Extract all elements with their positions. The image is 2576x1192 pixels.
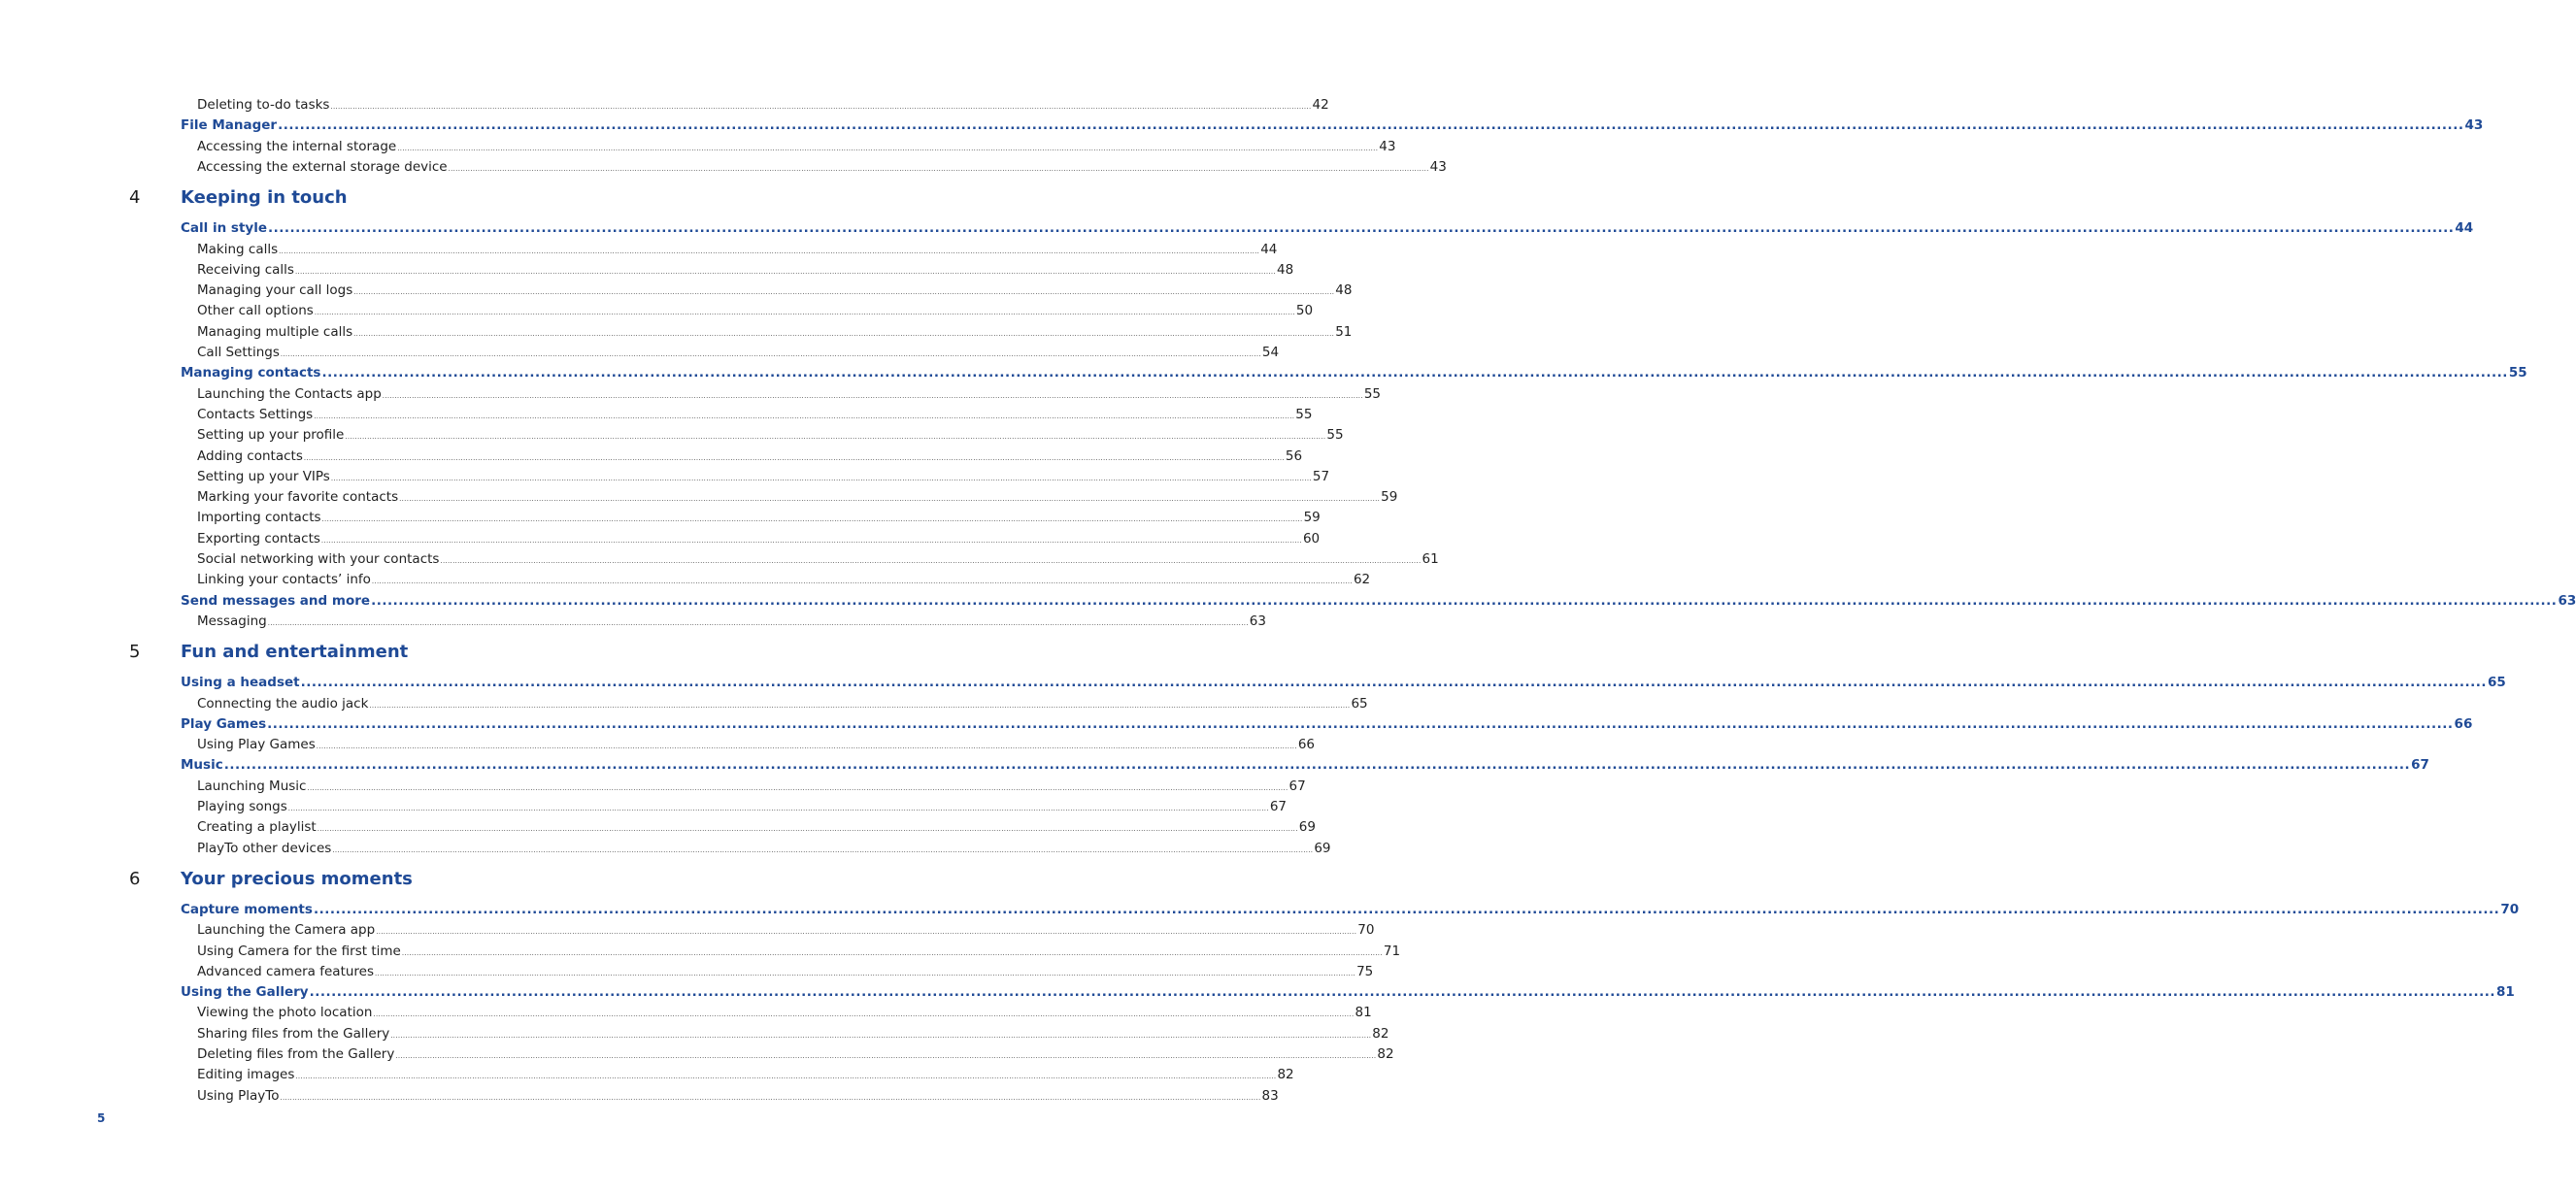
entry-title: Creating a playlist [197, 819, 317, 836]
entry-page-number: 43 [1379, 138, 1396, 154]
toc-section-entry[interactable] [181, 220, 2474, 237]
entry-title: Connecting the audio jack [197, 695, 369, 712]
entry-page-number: 69 [1298, 819, 1316, 836]
dot-leader: ................................................................................................................................................................................................................................................................................................................................................................................................................ [267, 220, 2455, 237]
entry-title: Marking your favorite contacts [197, 489, 399, 506]
entry-title: Exporting contacts [197, 530, 320, 546]
entry-title: Launching the Contacts app [197, 385, 382, 402]
entry-title: Social networking with your contacts [197, 551, 440, 567]
toc-subsection-entry[interactable] [197, 282, 1353, 299]
entry-title: Music [181, 757, 223, 774]
entry-page-number: 50 [1295, 303, 1314, 319]
dot-leader: ................................................................................................................................................................................................................................................................................................................................................................................................................ [330, 474, 1312, 482]
entry-page-number: 54 [1261, 345, 1280, 360]
entry-page-number: 75 [1356, 963, 1374, 979]
entry-page-number: 63 [2558, 592, 2576, 609]
entry-title: Setting up your profile [197, 427, 345, 444]
entry-title: Launching Music [197, 778, 307, 794]
toc-subsection-entry[interactable] [197, 943, 1401, 959]
dot-leader: ................................................................................................................................................................................................................................................................................................................................................................................................................ [279, 247, 1260, 255]
entry-title: Contacts Settings [197, 406, 314, 422]
dot-leader: ................................................................................................................................................................................................................................................................................................................................................................................................................ [401, 948, 1383, 957]
entry-title: Adding contacts [197, 447, 303, 464]
entry-page-number: 66 [1297, 737, 1315, 753]
entry-page-number: 59 [1303, 510, 1321, 526]
entry-title: Accessing the external storage device [197, 158, 448, 175]
dot-leader: ................................................................................................................................................................................................................................................................................................................................................................................................................ [373, 1010, 1355, 1019]
entry-title: Using the Gallery [181, 984, 309, 1001]
entry-page-number: 67 [1269, 799, 1288, 814]
entry-page-number: 67 [1288, 778, 1306, 794]
entry-page-number: 82 [1277, 1067, 1294, 1083]
entry-title: Making calls [197, 241, 279, 257]
entry-title: Call Settings [197, 345, 280, 360]
toc-section-entry[interactable] [181, 592, 2576, 609]
entry-page-number: 65 [2487, 675, 2506, 691]
entry-page-number: 82 [1372, 1025, 1389, 1042]
entry-title: Capture moments [181, 901, 313, 917]
toc-subsection-entry[interactable] [197, 799, 1288, 814]
dot-leader: ................................................................................................................................................................................................................................................................................................................................................................................................................ [287, 805, 1269, 812]
entry-title: Send messages and more [181, 592, 371, 609]
dot-leader: ................................................................................................................................................................................................................................................................................................................................................................................................................ [353, 329, 1335, 338]
entry-page-number: 81 [2495, 984, 2515, 1001]
dot-leader: ................................................................................................................................................................................................................................................................................................................................................................................................................ [345, 433, 1326, 442]
entry-page-number: 42 [1312, 97, 1329, 113]
chapter-number: 5 [129, 642, 141, 663]
entry-page-number: 51 [1335, 323, 1353, 340]
toc-subsection-entry[interactable] [197, 406, 1313, 422]
toc-subsection-entry[interactable] [197, 468, 1330, 484]
entry-page-number: 48 [1277, 261, 1294, 278]
toc-subsection-entry[interactable] [197, 922, 1375, 939]
toc-subsection-entry[interactable] [197, 695, 1368, 712]
page-number: 5 [97, 1111, 106, 1125]
entry-page-number: 48 [1335, 282, 1353, 299]
entry-title: Setting up your VIPs [197, 468, 330, 484]
entry-title: Messaging [197, 613, 267, 629]
entry-page-number: 69 [1314, 840, 1331, 856]
entry-title: Receiving calls [197, 261, 294, 278]
dot-leader: ................................................................................................................................................................................................................................................................................................................................................................................................................ [330, 103, 1312, 111]
dot-leader: ................................................................................................................................................................................................................................................................................................................................................................................................................ [294, 267, 1276, 276]
entry-page-number: 56 [1285, 447, 1303, 464]
toc-subsection-entry[interactable] [197, 427, 1344, 444]
entry-title: Play Games [181, 715, 267, 732]
entry-page-number: 61 [1422, 551, 1439, 567]
toc-subsection-entry[interactable] [197, 840, 1331, 856]
dot-leader: ................................................................................................................................................................................................................................................................................................................................................................................................................ [369, 701, 1351, 710]
chapter-title: Keeping in touch [181, 187, 348, 209]
dot-leader: ................................................................................................................................................................................................................................................................................................................................................................................................................ [353, 288, 1335, 297]
entry-title: Editing images [197, 1067, 295, 1083]
toc-subsection-entry[interactable] [197, 447, 1303, 464]
entry-page-number: 63 [1249, 613, 1266, 629]
entry-title: File Manager [181, 117, 278, 134]
entry-title: Deleting to-do tasks [197, 97, 330, 113]
dot-leader: ................................................................................................................................................................................................................................................................................................................................................................................................................ [307, 783, 1288, 792]
dot-leader: ................................................................................................................................................................................................................................................................................................................................................................................................................ [390, 1031, 1372, 1040]
dot-leader: ................................................................................................................................................................................................................................................................................................................................................................................................................ [397, 144, 1379, 152]
toc-subsection-entry[interactable] [197, 385, 1381, 402]
toc-subsection-entry[interactable] [197, 778, 1306, 794]
dot-leader: ................................................................................................................................................................................................................................................................................................................................................................................................................ [321, 515, 1303, 524]
dot-leader: ................................................................................................................................................................................................................................................................................................................................................................................................................ [395, 1052, 1377, 1060]
entry-title: PlayTo other devices [197, 840, 332, 856]
entry-page-number: 66 [2454, 715, 2473, 732]
toc-subsection-entry[interactable] [197, 1067, 1294, 1083]
toc-subsection-entry[interactable] [197, 1087, 1279, 1104]
entry-page-number: 44 [1260, 241, 1278, 257]
entry-page-number: 43 [1429, 158, 1447, 175]
dot-leader: ................................................................................................................................................................................................................................................................................................................................................................................................................ [313, 901, 2500, 917]
entry-title: Managing your call logs [197, 282, 353, 299]
dot-leader: ................................................................................................................................................................................................................................................................................................................................................................................................................ [316, 743, 1297, 751]
toc-section-entry[interactable] [181, 984, 2515, 1001]
dot-leader: ................................................................................................................................................................................................................................................................................................................................................................................................................ [321, 365, 2508, 381]
entry-title: Linking your contacts’ info [197, 572, 371, 588]
dot-leader: ................................................................................................................................................................................................................................................................................................................................................................................................................ [399, 495, 1381, 504]
toc-section-entry[interactable] [181, 117, 2484, 134]
dot-leader: ................................................................................................................................................................................................................................................................................................................................................................................................................ [314, 309, 1295, 317]
toc-subsection-entry[interactable] [197, 323, 1353, 340]
toc-subsection-entry[interactable] [197, 345, 1280, 360]
entry-title: Playing songs [197, 799, 287, 814]
dot-leader: ................................................................................................................................................................................................................................................................................................................................................................................................................ [267, 715, 2454, 732]
toc-subsection-entry[interactable] [197, 737, 1315, 753]
entry-page-number: 55 [1363, 385, 1381, 402]
entry-title: Other call options [197, 303, 314, 319]
entry-title: Accessing the internal storage [197, 138, 397, 154]
chapter-title: Your precious moments [181, 868, 413, 889]
toc-subsection-entry[interactable] [197, 158, 1447, 175]
dot-leader: ................................................................................................................................................................................................................................................................................................................................................................................................................ [300, 675, 2487, 691]
entry-page-number: 82 [1377, 1046, 1394, 1062]
entry-page-number: 70 [2500, 901, 2520, 917]
entry-title: Deleting files from the Gallery [197, 1046, 395, 1062]
entry-title: Managing contacts [181, 365, 321, 381]
dot-leader: ................................................................................................................................................................................................................................................................................................................................................................................................................ [448, 164, 1429, 173]
toc-section-entry[interactable] [181, 675, 2506, 691]
entry-title: Using Play Games [197, 737, 316, 753]
chapter-number: 6 [129, 868, 141, 889]
dot-leader: ................................................................................................................................................................................................................................................................................................................................................................................................................ [295, 1073, 1277, 1081]
toc-subsection-entry[interactable] [197, 1005, 1372, 1021]
entry-page-number: 70 [1357, 922, 1375, 939]
dot-leader: ................................................................................................................................................................................................................................................................................................................................................................................................................ [382, 391, 1363, 400]
entry-page-number: 60 [1302, 530, 1321, 546]
entry-page-number: 57 [1312, 468, 1330, 484]
entry-page-number: 83 [1261, 1087, 1279, 1104]
dot-leader: ................................................................................................................................................................................................................................................................................................................................................................................................................ [371, 592, 2558, 609]
dot-leader: ................................................................................................................................................................................................................................................................................................................................................................................................................ [320, 536, 1302, 545]
dot-leader: ................................................................................................................................................................................................................................................................................................................................................................................................................ [280, 1093, 1261, 1102]
dot-leader: ................................................................................................................................................................................................................................................................................................................................................................................................................ [267, 618, 1249, 627]
toc-subsection-entry[interactable] [197, 530, 1321, 546]
chapter-number: 4 [129, 187, 141, 209]
entry-title: Sharing files from the Gallery [197, 1025, 390, 1042]
toc-section-entry[interactable] [181, 365, 2527, 381]
toc-subsection-entry[interactable] [197, 510, 1321, 526]
chapter-title: Fun and entertainment [181, 642, 409, 663]
toc-subsection-entry[interactable] [197, 241, 1278, 257]
toc-subsection-entry[interactable] [197, 1046, 1394, 1062]
dot-leader: ................................................................................................................................................................................................................................................................................................................................................................................................................ [332, 845, 1314, 854]
entry-page-number: 65 [1351, 695, 1368, 712]
dot-leader: ................................................................................................................................................................................................................................................................................................................................................................................................................ [371, 578, 1353, 586]
toc-section-entry[interactable] [181, 715, 2473, 732]
entry-title: Using PlayTo [197, 1087, 280, 1104]
dot-leader: ................................................................................................................................................................................................................................................................................................................................................................................................................ [317, 825, 1298, 834]
toc-subsection-entry[interactable] [197, 261, 1294, 278]
toc-section-entry[interactable] [181, 757, 2429, 774]
entry-page-number: 67 [2411, 757, 2429, 774]
toc-subsection-entry[interactable] [197, 138, 1396, 154]
entry-page-number: 62 [1353, 572, 1371, 588]
entry-title: Call in style [181, 220, 267, 237]
dot-leader: ................................................................................................................................................................................................................................................................................................................................................................................................................ [440, 557, 1422, 565]
dot-leader: ................................................................................................................................................................................................................................................................................................................................................................................................................ [375, 969, 1356, 977]
dot-leader: ................................................................................................................................................................................................................................................................................................................................................................................................................ [376, 928, 1357, 937]
dot-leader: ................................................................................................................................................................................................................................................................................................................................................................................................................ [278, 117, 2464, 134]
entry-page-number: 55 [2508, 365, 2527, 381]
toc-subsection-entry[interactable] [197, 489, 1398, 506]
entry-title: Advanced camera features [197, 963, 375, 979]
toc-subsection-entry[interactable] [197, 551, 1439, 567]
entry-page-number: 55 [1326, 427, 1344, 444]
entry-page-number: 81 [1355, 1005, 1372, 1021]
toc-subsection-entry[interactable] [197, 572, 1371, 588]
entry-page-number: 55 [1295, 406, 1313, 422]
entry-page-number: 43 [2464, 117, 2484, 134]
entry-title: Importing contacts [197, 510, 321, 526]
entry-page-number: 44 [2455, 220, 2474, 237]
toc-section-entry[interactable] [181, 901, 2520, 917]
dot-leader: ................................................................................................................................................................................................................................................................................................................................................................................................................ [223, 757, 2411, 774]
dot-leader: ................................................................................................................................................................................................................................................................................................................................................................................................................ [303, 453, 1285, 462]
dot-leader: ................................................................................................................................................................................................................................................................................................................................................................................................................ [280, 350, 1261, 358]
entry-title: Managing multiple calls [197, 323, 353, 340]
toc-subsection-entry[interactable] [197, 613, 1266, 629]
entry-title: Using a headset [181, 675, 300, 691]
toc-subsection-entry[interactable] [197, 303, 1314, 319]
entry-title: Launching the Camera app [197, 922, 376, 939]
toc-subsection-entry[interactable] [197, 1025, 1389, 1042]
toc-subsection-entry[interactable] [197, 97, 1329, 113]
entry-page-number: 71 [1383, 943, 1401, 959]
dot-leader: ................................................................................................................................................................................................................................................................................................................................................................................................................ [309, 984, 2495, 1001]
entry-title: Viewing the photo location [197, 1005, 373, 1021]
toc-subsection-entry[interactable] [197, 819, 1316, 836]
entry-page-number: 59 [1381, 489, 1398, 506]
dot-leader: ................................................................................................................................................................................................................................................................................................................................................................................................................ [314, 412, 1295, 420]
toc-subsection-entry[interactable] [197, 963, 1374, 979]
entry-title: Using Camera for the first time [197, 943, 401, 959]
